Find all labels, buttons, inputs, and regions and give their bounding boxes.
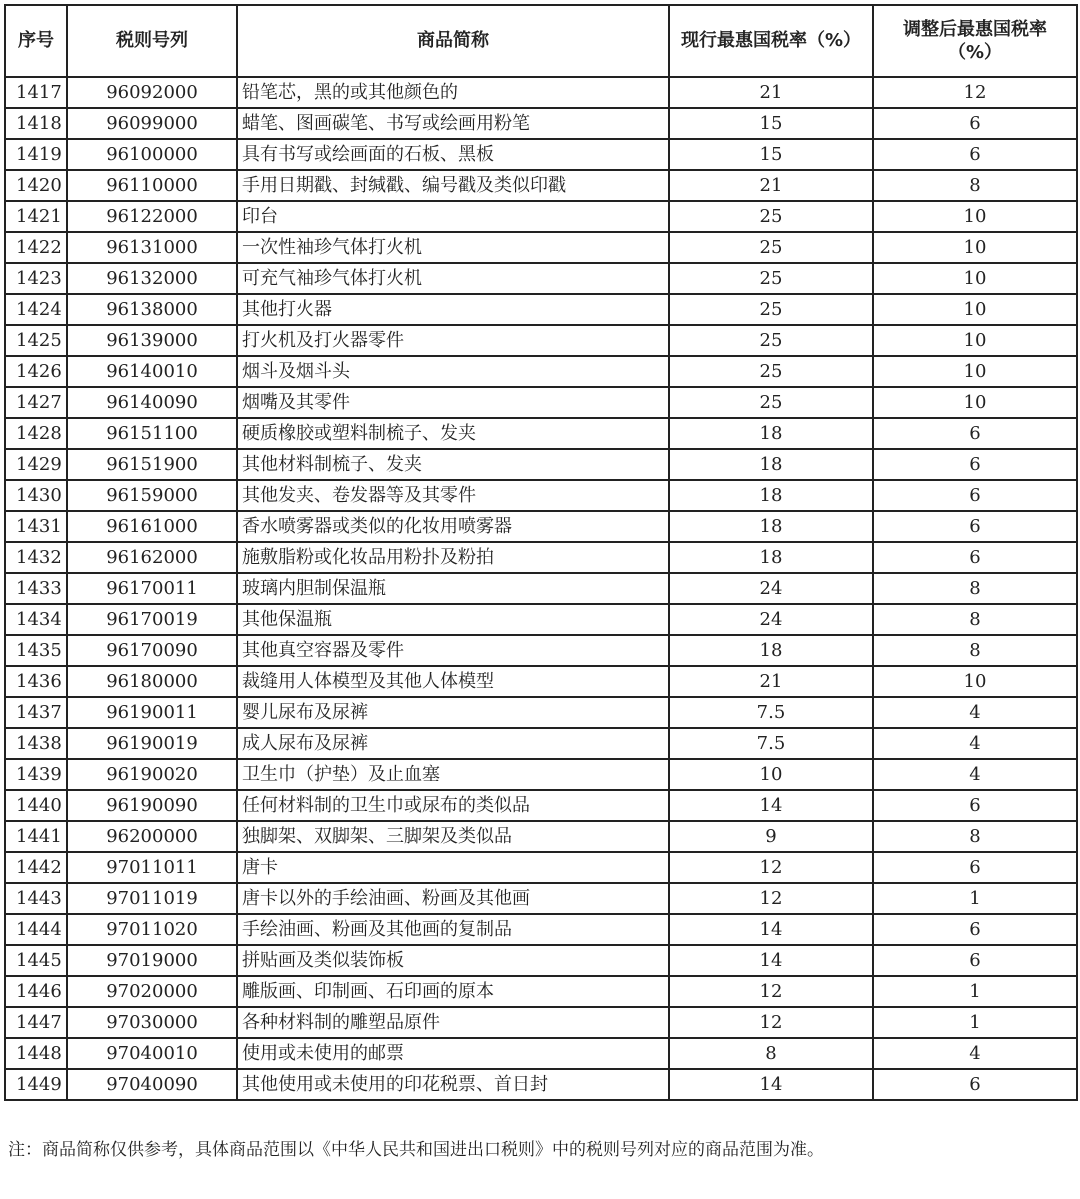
cell-adjusted-rate: 10: [873, 666, 1077, 697]
table-row: [5, 883, 1077, 914]
cell-adjusted-rate: 6: [873, 1069, 1077, 1100]
table-row: [5, 728, 1077, 759]
cell-tariff-code: 96140010: [67, 356, 237, 387]
cell-tariff-code: 97019000: [67, 945, 237, 976]
cell-product-name: 可充气袖珍气体打火机: [237, 263, 669, 294]
cell-adjusted-rate: 1: [873, 1007, 1077, 1038]
cell-adjusted-rate: 10: [873, 232, 1077, 263]
cell-tariff-code: 96190019: [67, 728, 237, 759]
table-row: [5, 914, 1077, 945]
cell-adjusted-rate: 1: [873, 976, 1077, 1007]
tariff-table: [4, 4, 1078, 1101]
cell-tariff-code: 97030000: [67, 1007, 237, 1038]
cell-index: 1422: [5, 232, 67, 263]
cell-tariff-code: 96161000: [67, 511, 237, 542]
cell-product-name: 其他使用或未使用的印花税票、首日封: [237, 1069, 669, 1100]
cell-tariff-code: 96159000: [67, 480, 237, 511]
cell-tariff-code: 97020000: [67, 976, 237, 1007]
cell-current-rate: 18: [669, 542, 873, 573]
table-row: [5, 170, 1077, 201]
cell-adjusted-rate: 10: [873, 387, 1077, 418]
table-row: [5, 108, 1077, 139]
cell-index: 1442: [5, 852, 67, 883]
cell-tariff-code: 96131000: [67, 232, 237, 263]
cell-adjusted-rate: 6: [873, 139, 1077, 170]
cell-current-rate: 15: [669, 108, 873, 139]
header-current-rate: 现行最惠国税率（%）: [669, 5, 873, 77]
cell-current-rate: 7.5: [669, 728, 873, 759]
cell-product-name: 手用日期戳、封缄戳、编号戳及类似印戳: [237, 170, 669, 201]
cell-product-name: 具有书写或绘画面的石板、黑板: [237, 139, 669, 170]
cell-tariff-code: 96190020: [67, 759, 237, 790]
cell-current-rate: 21: [669, 666, 873, 697]
table-row: [5, 201, 1077, 232]
cell-index: 1423: [5, 263, 67, 294]
cell-current-rate: 15: [669, 139, 873, 170]
cell-index: 1418: [5, 108, 67, 139]
cell-product-name: 其他保温瓶: [237, 604, 669, 635]
table-row: [5, 976, 1077, 1007]
cell-tariff-code: 96100000: [67, 139, 237, 170]
cell-index: 1448: [5, 1038, 67, 1069]
table-row: [5, 1038, 1077, 1069]
cell-tariff-code: 96092000: [67, 77, 237, 108]
cell-adjusted-rate: 6: [873, 511, 1077, 542]
cell-adjusted-rate: 6: [873, 108, 1077, 139]
cell-adjusted-rate: 8: [873, 170, 1077, 201]
cell-current-rate: 25: [669, 325, 873, 356]
cell-current-rate: 18: [669, 511, 873, 542]
cell-product-name: 手绘油画、粉画及其他画的复制品: [237, 914, 669, 945]
cell-index: 1446: [5, 976, 67, 1007]
cell-adjusted-rate: 4: [873, 1038, 1077, 1069]
cell-tariff-code: 96190090: [67, 790, 237, 821]
table-row: [5, 759, 1077, 790]
cell-tariff-code: 96151900: [67, 449, 237, 480]
cell-current-rate: 7.5: [669, 697, 873, 728]
cell-product-name: 香水喷雾器或类似的化妆用喷雾器: [237, 511, 669, 542]
cell-current-rate: 25: [669, 201, 873, 232]
table-row: [5, 139, 1077, 170]
cell-index: 1427: [5, 387, 67, 418]
cell-product-name: 施敷脂粉或化妆品用粉扑及粉拍: [237, 542, 669, 573]
cell-tariff-code: 96122000: [67, 201, 237, 232]
cell-index: 1425: [5, 325, 67, 356]
cell-index: 1444: [5, 914, 67, 945]
table-row: [5, 449, 1077, 480]
cell-product-name: 打火机及打火器零件: [237, 325, 669, 356]
cell-product-name: 唐卡: [237, 852, 669, 883]
cell-current-rate: 25: [669, 232, 873, 263]
cell-index: 1420: [5, 170, 67, 201]
cell-index: 1430: [5, 480, 67, 511]
cell-index: 1428: [5, 418, 67, 449]
cell-current-rate: 25: [669, 263, 873, 294]
cell-product-name: 拼贴画及类似装饰板: [237, 945, 669, 976]
cell-index: 1432: [5, 542, 67, 573]
cell-current-rate: 8: [669, 1038, 873, 1069]
header-adjusted-rate: 调整后最惠国税率（%）: [873, 5, 1077, 77]
cell-current-rate: 12: [669, 883, 873, 914]
cell-current-rate: 18: [669, 635, 873, 666]
cell-product-name: 各种材料制的雕塑品原件: [237, 1007, 669, 1038]
cell-product-name: 烟斗及烟斗头: [237, 356, 669, 387]
cell-tariff-code: 96180000: [67, 666, 237, 697]
table-row: [5, 480, 1077, 511]
table-row: [5, 418, 1077, 449]
cell-adjusted-rate: 10: [873, 356, 1077, 387]
table-row: [5, 1069, 1077, 1100]
cell-current-rate: 12: [669, 852, 873, 883]
table-row: [5, 263, 1077, 294]
cell-index: 1437: [5, 697, 67, 728]
cell-index: 1449: [5, 1069, 67, 1100]
cell-product-name: 成人尿布及尿裤: [237, 728, 669, 759]
cell-adjusted-rate: 8: [873, 604, 1077, 635]
cell-current-rate: 14: [669, 790, 873, 821]
header-tariff-code: 税则号列: [67, 5, 237, 77]
header-row: [5, 5, 1077, 77]
cell-index: 1421: [5, 201, 67, 232]
cell-adjusted-rate: 6: [873, 790, 1077, 821]
cell-tariff-code: 97011019: [67, 883, 237, 914]
cell-index: 1443: [5, 883, 67, 914]
cell-current-rate: 12: [669, 1007, 873, 1038]
cell-index: 1436: [5, 666, 67, 697]
cell-adjusted-rate: 10: [873, 325, 1077, 356]
cell-product-name: 使用或未使用的邮票: [237, 1038, 669, 1069]
cell-tariff-code: 97011011: [67, 852, 237, 883]
table-row: [5, 356, 1077, 387]
table-row: [5, 945, 1077, 976]
table-row: [5, 604, 1077, 635]
cell-current-rate: 25: [669, 387, 873, 418]
table-row: [5, 511, 1077, 542]
header-product-name: 商品简称: [237, 5, 669, 77]
table-row: [5, 821, 1077, 852]
table-row: [5, 232, 1077, 263]
cell-adjusted-rate: 6: [873, 542, 1077, 573]
cell-tariff-code: 96132000: [67, 263, 237, 294]
cell-product-name: 玻璃内胆制保温瓶: [237, 573, 669, 604]
table-row: [5, 1007, 1077, 1038]
cell-product-name: 印台: [237, 201, 669, 232]
cell-product-name: 铅笔芯，黑的或其他颜色的: [237, 77, 669, 108]
cell-index: 1441: [5, 821, 67, 852]
cell-index: 1440: [5, 790, 67, 821]
cell-product-name: 唐卡以外的手绘油画、粉画及其他画: [237, 883, 669, 914]
cell-current-rate: 25: [669, 356, 873, 387]
cell-tariff-code: 96140090: [67, 387, 237, 418]
cell-adjusted-rate: 6: [873, 449, 1077, 480]
cell-tariff-code: 96110000: [67, 170, 237, 201]
cell-current-rate: 10: [669, 759, 873, 790]
cell-tariff-code: 97011020: [67, 914, 237, 945]
cell-index: 1419: [5, 139, 67, 170]
cell-product-name: 蜡笔、图画碳笔、书写或绘画用粉笔: [237, 108, 669, 139]
cell-tariff-code: 97040090: [67, 1069, 237, 1100]
cell-tariff-code: 96170019: [67, 604, 237, 635]
cell-product-name: 其他打火器: [237, 294, 669, 325]
cell-product-name: 硬质橡胶或塑料制梳子、发夹: [237, 418, 669, 449]
cell-current-rate: 21: [669, 170, 873, 201]
cell-adjusted-rate: 1: [873, 883, 1077, 914]
cell-adjusted-rate: 6: [873, 945, 1077, 976]
cell-adjusted-rate: 8: [873, 635, 1077, 666]
table-row: [5, 542, 1077, 573]
cell-adjusted-rate: 10: [873, 201, 1077, 232]
cell-tariff-code: 96170011: [67, 573, 237, 604]
cell-tariff-code: 96151100: [67, 418, 237, 449]
cell-index: 1417: [5, 77, 67, 108]
table-row: [5, 852, 1077, 883]
cell-adjusted-rate: 4: [873, 759, 1077, 790]
cell-adjusted-rate: 6: [873, 418, 1077, 449]
cell-adjusted-rate: 4: [873, 697, 1077, 728]
cell-product-name: 其他材料制梳子、发夹: [237, 449, 669, 480]
cell-tariff-code: 96190011: [67, 697, 237, 728]
cell-adjusted-rate: 10: [873, 294, 1077, 325]
cell-product-name: 任何材料制的卫生巾或尿布的类似品: [237, 790, 669, 821]
cell-product-name: 独脚架、双脚架、三脚架及类似品: [237, 821, 669, 852]
cell-adjusted-rate: 6: [873, 914, 1077, 945]
table-row: [5, 573, 1077, 604]
cell-product-name: 一次性袖珍气体打火机: [237, 232, 669, 263]
cell-index: 1447: [5, 1007, 67, 1038]
cell-adjusted-rate: 6: [873, 480, 1077, 511]
cell-current-rate: 18: [669, 480, 873, 511]
cell-index: 1439: [5, 759, 67, 790]
cell-tariff-code: 96162000: [67, 542, 237, 573]
cell-current-rate: 9: [669, 821, 873, 852]
cell-index: 1429: [5, 449, 67, 480]
cell-adjusted-rate: 4: [873, 728, 1077, 759]
cell-index: 1433: [5, 573, 67, 604]
cell-index: 1445: [5, 945, 67, 976]
cell-current-rate: 18: [669, 418, 873, 449]
table-row: [5, 666, 1077, 697]
cell-product-name: 其他真空容器及零件: [237, 635, 669, 666]
cell-adjusted-rate: 8: [873, 573, 1077, 604]
cell-index: 1438: [5, 728, 67, 759]
cell-current-rate: 14: [669, 914, 873, 945]
table-row: [5, 790, 1077, 821]
cell-tariff-code: 97040010: [67, 1038, 237, 1069]
cell-current-rate: 14: [669, 1069, 873, 1100]
cell-index: 1434: [5, 604, 67, 635]
table-row: [5, 294, 1077, 325]
cell-current-rate: 21: [669, 77, 873, 108]
cell-tariff-code: 96170090: [67, 635, 237, 666]
cell-product-name: 烟嘴及其零件: [237, 387, 669, 418]
cell-current-rate: 12: [669, 976, 873, 1007]
cell-index: 1424: [5, 294, 67, 325]
cell-product-name: 婴儿尿布及尿裤: [237, 697, 669, 728]
cell-index: 1431: [5, 511, 67, 542]
cell-current-rate: 24: [669, 573, 873, 604]
table-row: [5, 387, 1077, 418]
cell-tariff-code: 96099000: [67, 108, 237, 139]
cell-product-name: 卫生巾（护垫）及止血塞: [237, 759, 669, 790]
cell-adjusted-rate: 6: [873, 852, 1077, 883]
cell-index: 1426: [5, 356, 67, 387]
table-row: [5, 77, 1077, 108]
cell-adjusted-rate: 10: [873, 263, 1077, 294]
header-index: 序号: [5, 5, 67, 77]
cell-current-rate: 25: [669, 294, 873, 325]
cell-tariff-code: 96138000: [67, 294, 237, 325]
cell-adjusted-rate: 8: [873, 821, 1077, 852]
cell-tariff-code: 96200000: [67, 821, 237, 852]
table-row: [5, 635, 1077, 666]
cell-adjusted-rate: 12: [873, 77, 1077, 108]
cell-product-name: 裁缝用人体模型及其他人体模型: [237, 666, 669, 697]
cell-current-rate: 24: [669, 604, 873, 635]
cell-index: 1435: [5, 635, 67, 666]
cell-product-name: 其他发夹、卷发器等及其零件: [237, 480, 669, 511]
cell-current-rate: 18: [669, 449, 873, 480]
footnote: 注：商品简称仅供参考，具体商品范围以《中华人民共和国进出口税则》中的税则号列对应的商品范围为准。: [8, 1140, 824, 1160]
cell-tariff-code: 96139000: [67, 325, 237, 356]
cell-product-name: 雕版画、印制画、石印画的原本: [237, 976, 669, 1007]
table-row: [5, 325, 1077, 356]
table-row: [5, 697, 1077, 728]
cell-current-rate: 14: [669, 945, 873, 976]
